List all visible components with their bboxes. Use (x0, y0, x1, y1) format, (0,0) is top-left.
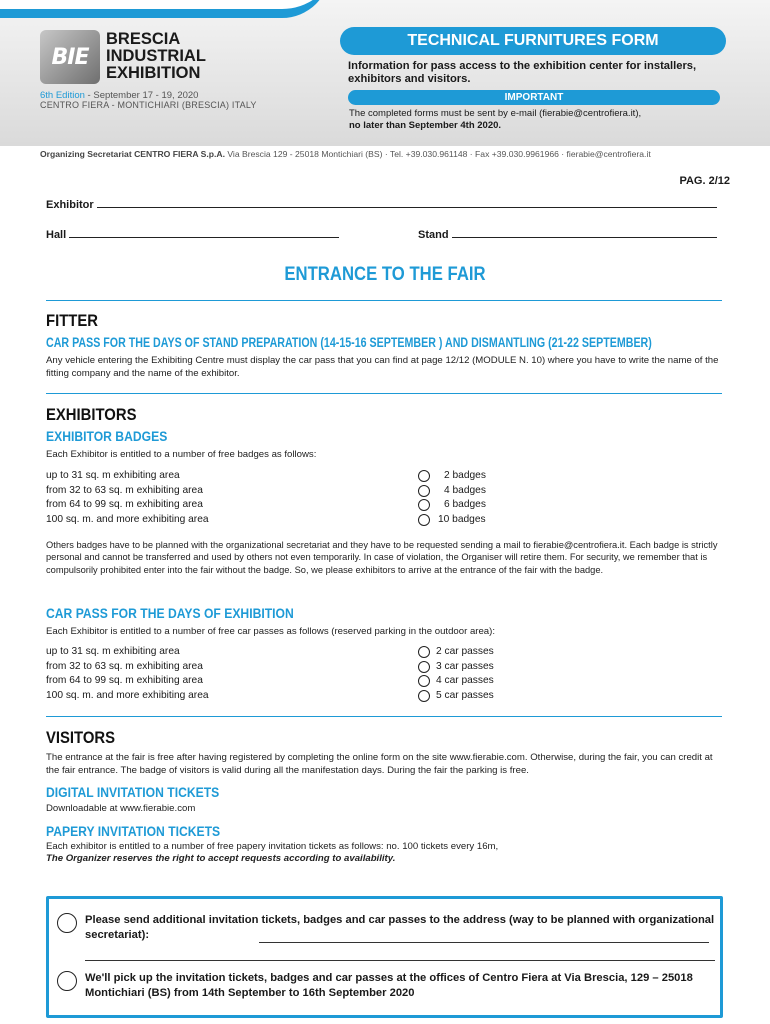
bie-logo (40, 30, 100, 84)
visitors-text: The entrance at the fair is free after having registered by completing the online form on the site www.fierabie.com. Otherwise, during the fair, you can credit at the fair entrance. The badge of visitors is valid during all the manifestation days. During the fair the parking is free. (46, 752, 713, 776)
badges-note: Others badges have to be planned with the organizational secretariat and they have to be requested sending a mail to fierabie@centrofiera.it. Each badge is strictly personal and cannot be transferred and used by others not even temporarily. In case of violation, the Organiser will retire them. For security, we remember that is compulsorily prohibited enter into the fair without the badge. So, we please exhibitors to arrive at the entrance of the fair with the badge. (46, 540, 718, 575)
stand-label: Stand (418, 229, 449, 241)
carpass-row (46, 660, 506, 675)
badge-row-label: 100 sq. m. and more exhibiting area (46, 513, 209, 525)
carpass-intro: Each Exhibitor is entitled to a number of free car passes as follows (reserved parking in the outdoor area): (46, 626, 496, 637)
hall-label: Hall (46, 229, 67, 241)
digital-tickets-text: Downloadable at www.fierabie.com (46, 803, 196, 814)
badge-option-radio[interactable] (418, 470, 430, 482)
option-send-text: Please send additional invitation tickets, badges and car passes to the address (way to be planned with organizational secretariat): (85, 914, 715, 941)
submission-deadline: no later than September 4th 2020. (349, 120, 502, 131)
brand-name (106, 31, 206, 82)
carpass-row (46, 645, 506, 660)
carpass-row-label: 100 sq. m. and more exhibiting area (46, 689, 209, 701)
secretariat-org: Organizing Secretariat CENTRO FIERA S.p.A. (40, 149, 225, 159)
option-send-radio[interactable] (57, 913, 77, 933)
carpass-option-radio[interactable] (418, 646, 430, 658)
exhibitor-label: Exhibitor (46, 199, 94, 211)
badge-row (46, 469, 506, 484)
important-badge: IMPORTANT (348, 90, 720, 105)
secretariat-details: Via Brescia 129 - 25018 Montichiari (BS) · Tel. +39.030.961148 · Fax +39.030.9961966 · fierabie@centrofiera.it (227, 149, 651, 159)
carpass-row-value: 4 car passes (436, 675, 494, 687)
fitter-text: Any vehicle entering the Exhibiting Centre must display the car pass that you can find at page 12/12 (MODULE N. 10) where you have to write the name of the fitting company and the name of the exhibitor. (46, 355, 719, 379)
paper-tickets-heading: PAPERY INVITATION TICKETS (46, 824, 221, 839)
edition-line: 6th Edition - September 17 - 19, 2020 (40, 90, 199, 101)
carpass-row-value: 2 car passes (436, 646, 494, 657)
badges-intro: Each Exhibitor is entitled to a number of free badges as follows: (46, 449, 317, 460)
badge-row-value: 4 badges (444, 484, 486, 496)
carpass-option-radio[interactable] (418, 661, 430, 673)
badge-row-label: up to 31 sq. m exhibiting area (46, 470, 180, 481)
digital-tickets-heading: DIGITAL INVITATION TICKETS (46, 785, 220, 800)
badge-option-radio[interactable] (418, 499, 430, 511)
hall-input-line[interactable] (69, 228, 339, 238)
badges-heading: EXHIBITOR BADGES (46, 429, 168, 444)
badge-row-label: from 32 to 63 sq. m exhibiting area (46, 484, 203, 496)
venue-line: CENTRO FIERA - MONTICHIARI (BRESCIA) ITALY (40, 100, 257, 110)
stand-input-line[interactable] (452, 228, 717, 238)
option-pickup-radio[interactable] (57, 971, 77, 991)
submission-note-line1: The completed forms must be sent by e-mail (fierabie@centrofiera.it), (349, 108, 642, 119)
section-divider (46, 393, 722, 394)
logo-lettering: BIE (51, 44, 89, 70)
delivery-options-box (46, 896, 723, 1018)
carpass-option-radio[interactable] (418, 690, 430, 702)
section-divider (46, 300, 722, 301)
address-input-line-2[interactable] (85, 951, 715, 961)
form-info-text: Information for pass access to the exhibition center for installers, exhibitors and visitors. (348, 60, 697, 85)
carpass-row-label: from 64 to 99 sq. m exhibiting area (46, 675, 203, 687)
page-number: PAG. 2/12 (679, 175, 730, 187)
fitter-heading: FITTER (46, 312, 98, 330)
address-input-line[interactable] (259, 933, 709, 943)
paper-tickets-note: The Organizer reserves the right to accept requests according to availability. (46, 853, 396, 864)
badge-row-value: 6 badges (444, 499, 486, 511)
edition-label: 6th Edition (40, 90, 85, 101)
brand-line: EXHIBITION (106, 64, 201, 82)
paper-tickets-text: Each exhibitor is entitled to a number of free papery invitation tickets as follows: no. 100 tickets every 16m, (46, 841, 499, 852)
fitter-subheading: CAR PASS FOR THE DAYS OF STAND PREPARATION (14-15-16 SEPTEMBER ) AND DISMANTLING (21-22 SEPTEMBER) (46, 335, 652, 350)
carpass-row-label: up to 31 sq. m exhibiting area (46, 646, 180, 657)
badge-row (46, 513, 506, 528)
section-divider (46, 716, 722, 717)
header-decorative-curve (0, 0, 330, 18)
exhibitor-input-line[interactable] (97, 198, 717, 208)
stand-field-row (418, 228, 724, 241)
hall-field-row (46, 228, 356, 241)
carpass-row-label: from 32 to 63 sq. m exhibiting area (46, 660, 203, 672)
exhibitor-field-row (46, 198, 722, 211)
badge-row (46, 498, 506, 513)
badge-option-radio[interactable] (418, 485, 430, 497)
secretariat-line (40, 149, 730, 159)
exhibitors-heading: EXHIBITORS (46, 406, 137, 424)
badges-table (46, 469, 506, 527)
edition-dates: September 17 - 19, 2020 (93, 90, 199, 101)
badge-row-value: 2 badges (444, 470, 486, 481)
carpass-row (46, 674, 506, 689)
submission-note (349, 108, 721, 132)
form-title-banner: TECHNICAL FURNITURES FORM (340, 27, 726, 55)
badge-row (46, 484, 506, 499)
brand-line: INDUSTRIAL (106, 47, 206, 65)
carpass-row (46, 689, 506, 704)
carpass-table (46, 645, 506, 703)
option-pickup-text: We'll pick up the invitation tickets, badges and car passes at the offices of Centro Fiera at Via Brescia, 129 – 25018 Montichiari (BS) from 14th September to 16th September 2020 (85, 972, 693, 999)
carpass-heading: CAR PASS FOR THE DAYS OF EXHIBITION (46, 606, 294, 621)
carpass-row-value: 5 car passes (436, 689, 494, 701)
page-title: ENTRANCE TO THE FAIR (284, 264, 486, 285)
badge-option-radio[interactable] (418, 514, 430, 526)
badge-row-value: 10 badges (438, 513, 486, 525)
carpass-row-value: 3 car passes (436, 660, 494, 672)
visitors-heading: VISITORS (46, 729, 116, 747)
brand-line: BRESCIA (106, 30, 181, 48)
badge-row-label: from 64 to 99 sq. m exhibiting area (46, 499, 203, 511)
carpass-option-radio[interactable] (418, 675, 430, 687)
